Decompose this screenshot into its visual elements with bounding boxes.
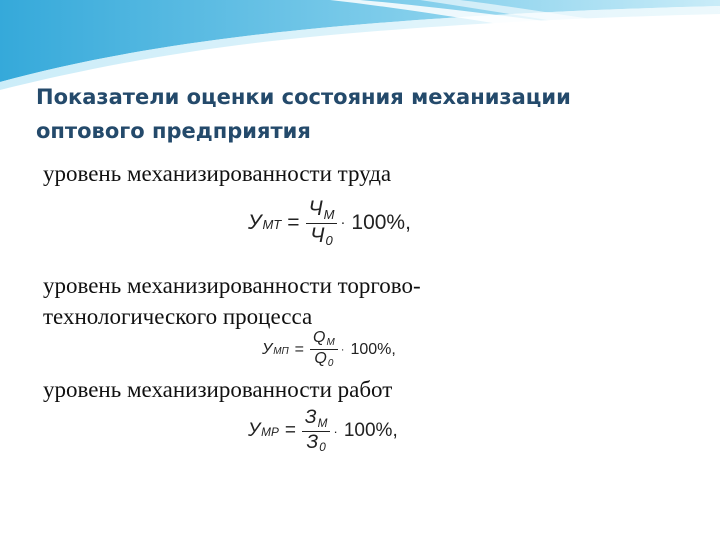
numerator-subscript: М xyxy=(323,206,335,222)
denominator-subscript: 0 xyxy=(319,441,326,455)
formula-symbol: У xyxy=(248,211,262,235)
title-line-1: Показатели оценки состояния механизации xyxy=(36,85,571,109)
formula-lhs xyxy=(248,211,281,235)
equals-sign: = xyxy=(284,420,296,442)
numerator xyxy=(302,408,330,432)
denominator-subscript: 0 xyxy=(327,358,334,370)
formula-labor xyxy=(248,198,411,248)
denominator-symbol: Ч xyxy=(310,223,325,247)
denominator xyxy=(304,432,329,455)
item-text-line-2: технологического процесса xyxy=(43,304,313,329)
formula-symbol: У xyxy=(262,340,273,358)
denominator-symbol: З xyxy=(306,431,319,453)
formula-multiplier: 100%, xyxy=(351,211,411,235)
numerator-subscript: М xyxy=(326,336,335,348)
item-text: уровень механизированности труда xyxy=(43,161,392,186)
slide-title xyxy=(36,80,656,148)
equals-sign: = xyxy=(294,340,305,358)
fraction xyxy=(306,198,338,248)
fraction xyxy=(310,330,338,370)
multiply-dot: · xyxy=(340,343,345,356)
denominator-subscript: 0 xyxy=(325,233,333,249)
formula-lhs xyxy=(248,420,279,442)
formula-subscript: МП xyxy=(273,345,289,357)
item-process-mechanization xyxy=(43,270,421,332)
item-text-line-1: уровень механизированности торгово- xyxy=(43,273,421,298)
formula-subscript: МР xyxy=(261,426,279,440)
formula-work xyxy=(248,408,398,455)
numerator-symbol: Q xyxy=(313,329,326,346)
numerator xyxy=(310,330,338,350)
formula-process xyxy=(262,330,396,370)
numerator-symbol: Ч xyxy=(308,197,323,220)
wave-decoration xyxy=(0,0,720,90)
formula-multiplier: 100%, xyxy=(343,420,398,442)
numerator-subscript: М xyxy=(317,416,328,430)
equals-sign: = xyxy=(287,211,300,235)
multiply-dot: · xyxy=(340,215,346,232)
multiply-dot: · xyxy=(333,423,338,439)
numerator xyxy=(306,198,338,224)
item-text: уровень механизированности работ xyxy=(43,377,393,402)
numerator-symbol: З xyxy=(304,407,317,428)
formula-subscript: МТ xyxy=(262,217,282,233)
item-work-mechanization xyxy=(43,374,392,405)
item-labor-mechanization xyxy=(43,158,391,189)
title-line-2: оптового предприятия xyxy=(36,119,311,143)
denominator-symbol: Q xyxy=(314,350,327,368)
fraction xyxy=(302,408,330,455)
formula-symbol: У xyxy=(248,420,261,442)
denominator xyxy=(307,224,335,249)
formula-lhs xyxy=(262,341,289,359)
formula-multiplier: 100%, xyxy=(350,340,396,358)
denominator xyxy=(311,350,336,369)
